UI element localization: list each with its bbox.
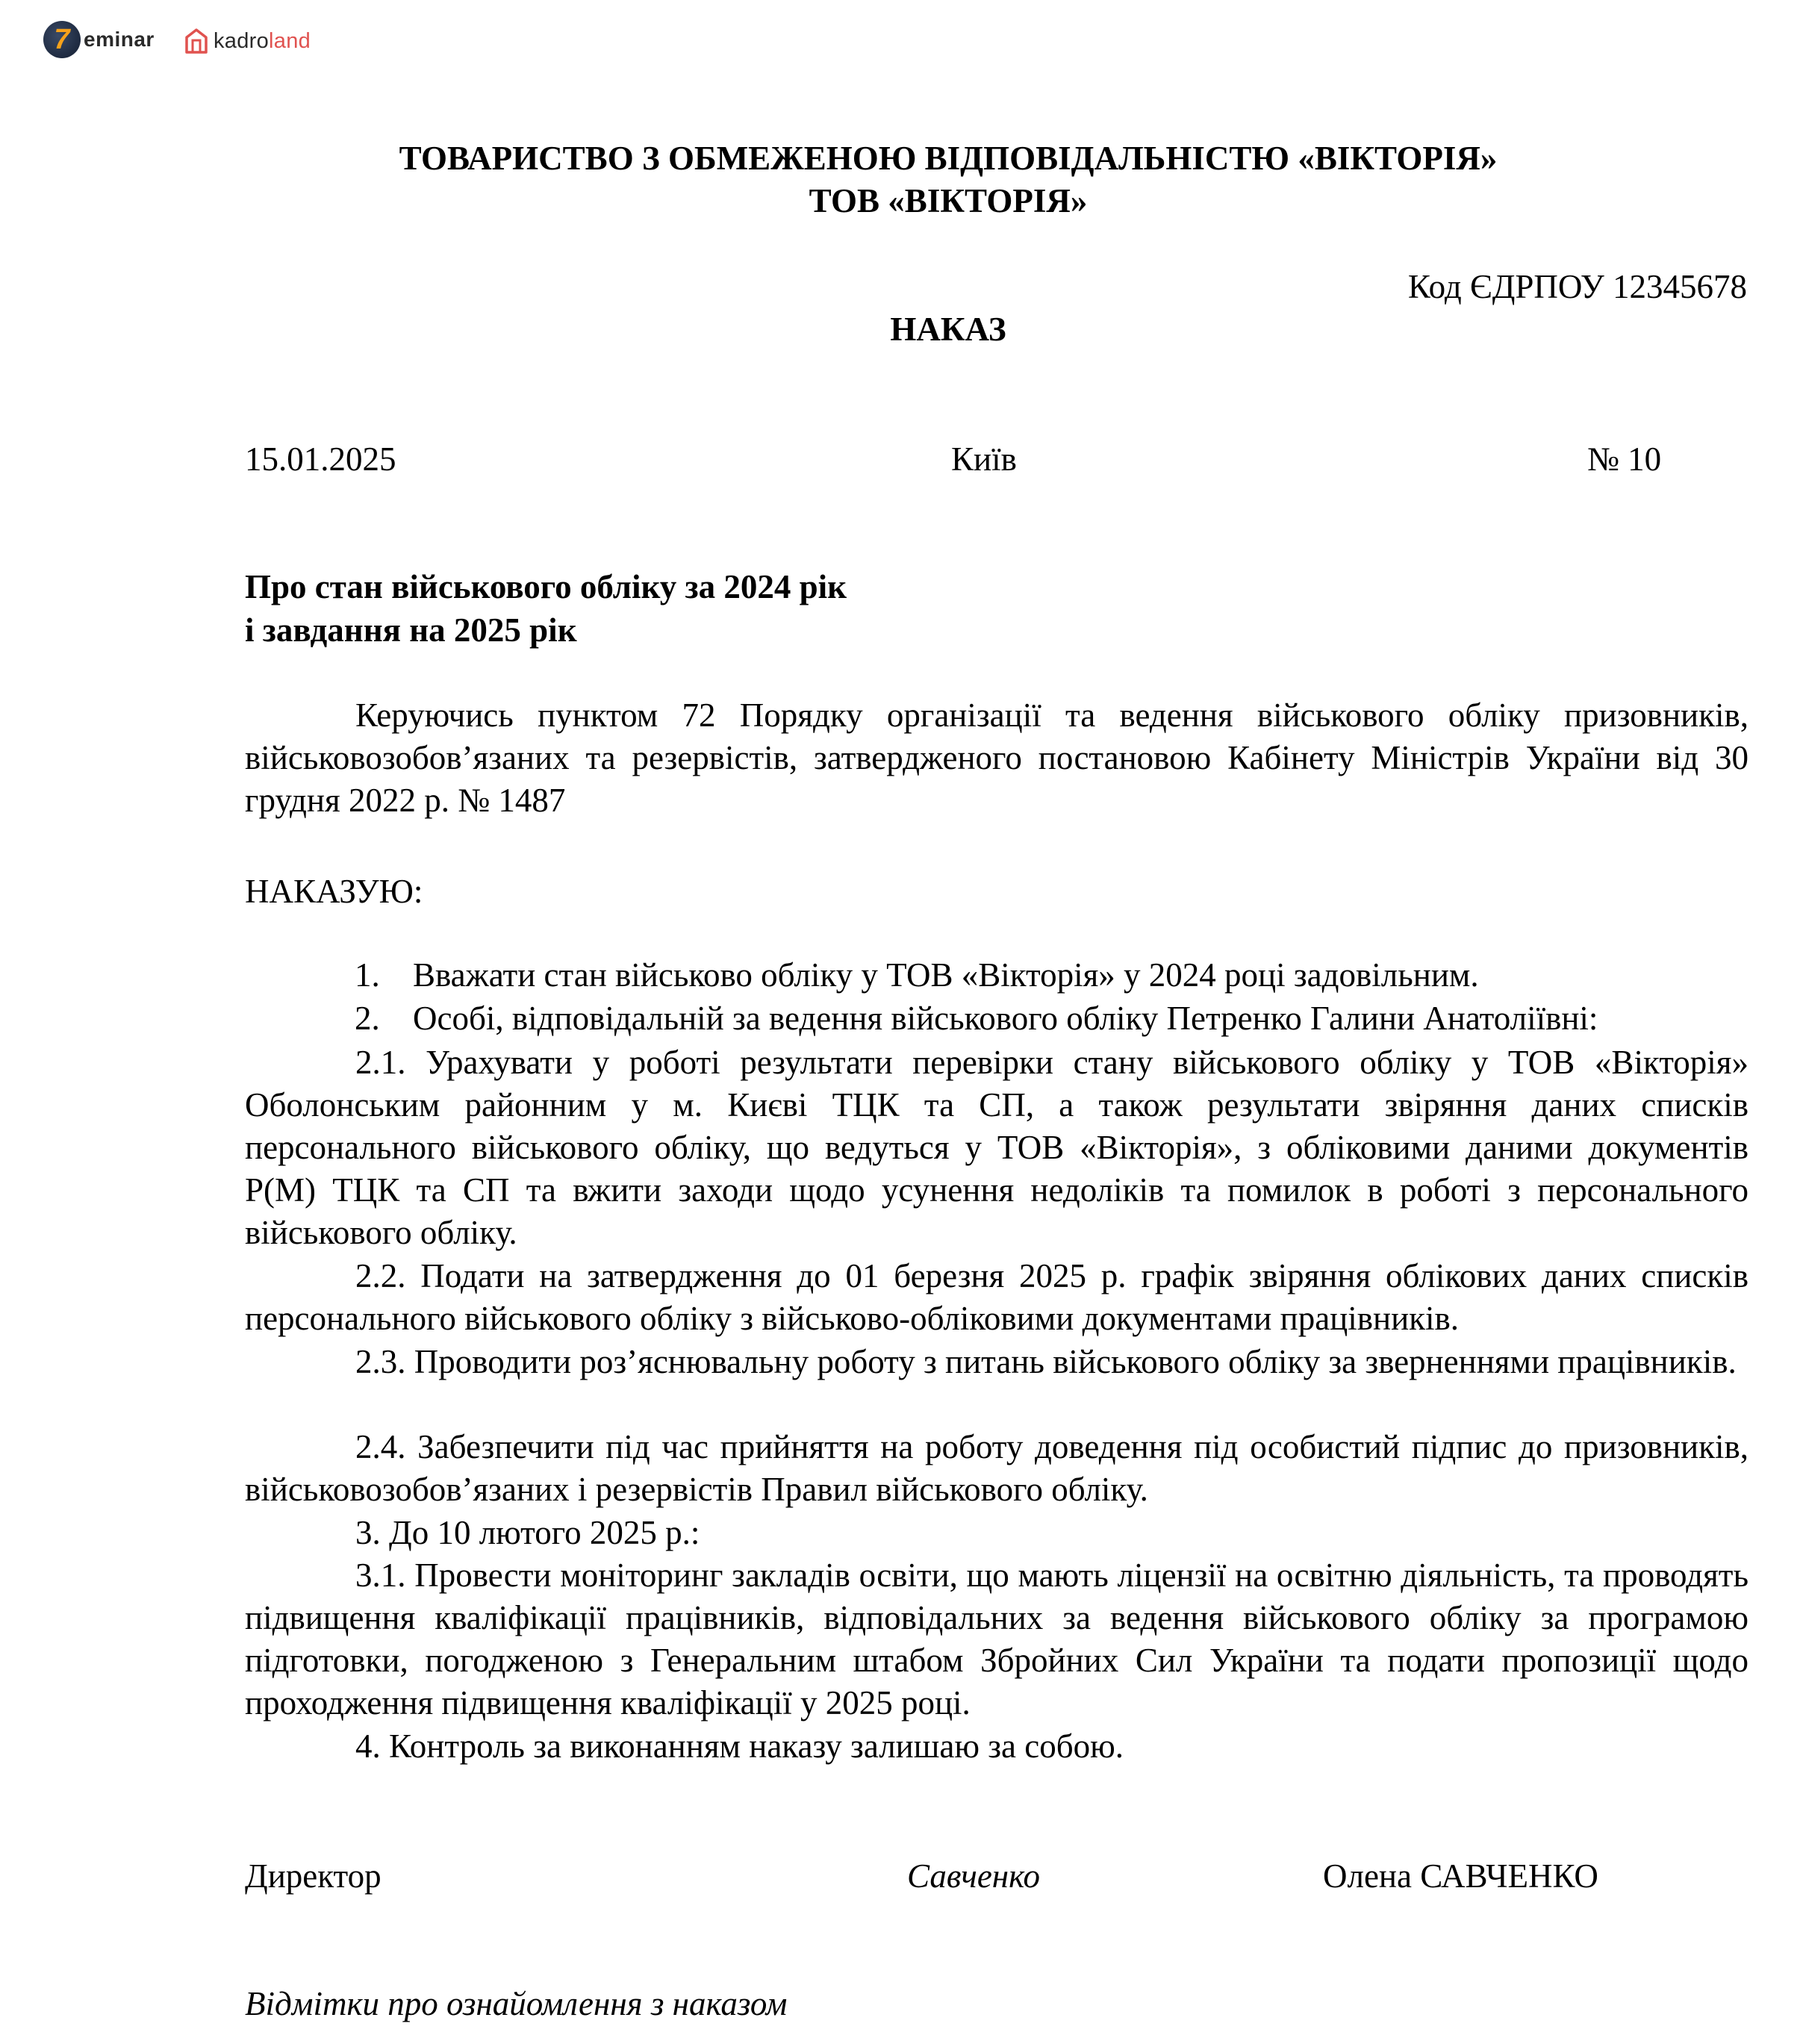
house-icon: [184, 27, 209, 55]
company-short-name: ТОВ «ВІКТОРІЯ»: [809, 182, 1088, 219]
item-2-number: 2.: [355, 1000, 380, 1037]
kadroland-logo: [184, 27, 311, 55]
item-3: 3. До 10 лютого 2025 р.:: [355, 1514, 700, 1551]
company-full-name: ТОВАРИСТВО З ОБМЕЖЕНОЮ ВІДПОВІДАЛЬНІСТЮ «ВІКТОРІЯ»: [399, 140, 1498, 177]
kadroland-prefix: kadro: [214, 28, 270, 53]
list-item: [355, 956, 1479, 994]
item-2-3: 2.3. Проводити роз’яснювальну роботу з питань військового обліку за зверненнями працівників.: [355, 1343, 1737, 1380]
order-word: НАКАЗУЮ:: [245, 873, 423, 910]
order-date: 15.01.2025: [245, 440, 396, 478]
kadroland-suffix: land: [269, 28, 311, 53]
item-2-4: 2.4. Забезпечити під час прийняття на роботу доведення під особистий підпис до призовників, військовозобов’язаних і резервістів Правил військового обліку.: [245, 1428, 1748, 1508]
item-2-1: 2.1. Урахувати у роботі результати перевірки стану військового обліку у ТОВ «Вікторія» Оболонським районним у м. Києві ТЦК та СП, а також результати звіряння даних списків персонального військового обліку, що ведуться у ТОВ «Вікторія», з обліковими даними документів Р(М) ТЦК та СП та вжити заходи щодо усунення недоліків та помилок в роботі з персонального військового обліку.: [245, 1044, 1748, 1251]
seminar-logo-mark: 7: [43, 21, 81, 58]
edrpou-code: Код ЄДРПОУ 12345678: [1407, 268, 1747, 305]
item-3-1: 3.1. Провести моніторинг закладів освіти, що мають ліцензії на освітню діяльність, та проводять підвищення кваліфікації працівників, відповідальних за ведення військового обліку за програмою підготовки, погодженою з Генеральним штабом Збройних Сил України та подати пропозиції щодо проходження підвищення кваліфікації у 2025 році.: [245, 1557, 1748, 1721]
acknowledgement-note: Відмітки про ознайомлення з наказом: [245, 1985, 788, 2022]
item-1-text: Вважати стан військово обліку у ТОВ «Вікторія» у 2024 році задовільним.: [413, 956, 1479, 994]
order-city: Київ: [951, 440, 1017, 478]
document-type: НАКАЗ: [890, 311, 1006, 348]
subject-line-2: і завдання на 2025 рік: [245, 611, 577, 649]
seminar-logo: [43, 21, 155, 58]
subject-line-1: Про стан військового обліку за 2024 рік: [245, 568, 847, 605]
order-number: № 10: [1587, 440, 1662, 478]
item-1-number: 1.: [355, 956, 380, 994]
item-2-text: Особі, відповідальній за ведення військового обліку Петренко Галини Анатоліївні:: [413, 1000, 1598, 1037]
signatory-position: Директор: [245, 1857, 382, 1895]
kadroland-logo-text: [214, 29, 311, 54]
preamble: Керуючись пунктом 72 Порядку організації та ведення військового обліку призовників, військовозобов’язаних та резервістів, затвердженого постановою Кабінету Міністрів України від 30 грудня 2022 р. № 1487: [245, 697, 1748, 819]
item-4: 4. Контроль за виконанням наказу залишаю за собою.: [355, 1727, 1124, 1765]
item-2-2: 2.2. Подати на затвердження до 01 березня 2025 р. графік звіряння облікових даних списків персонального військового обліку з військово-обліковими документами працівників.: [245, 1257, 1748, 1337]
list-item: [355, 999, 1598, 1038]
signature: Савченко: [907, 1857, 1040, 1895]
signatory-name: Олена САВЧЕНКО: [1323, 1857, 1598, 1895]
seminar-logo-text: eminar: [84, 28, 155, 51]
